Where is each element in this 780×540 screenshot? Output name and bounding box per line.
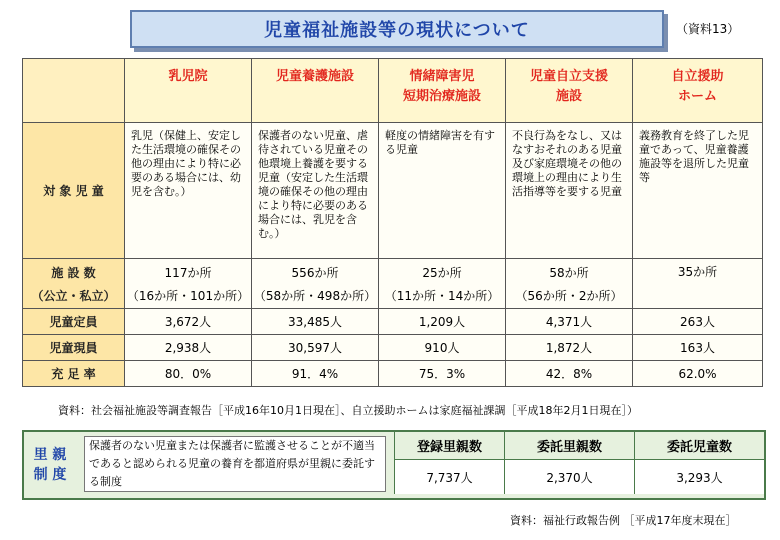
facility-table [22, 58, 763, 387]
row-label-count [23, 259, 125, 309]
count-value: 58か所 [549, 265, 589, 280]
current-value: 163人 [633, 335, 763, 361]
count-breakdown: （16か所・101か所） [126, 288, 250, 303]
row-label-target: 対 象 児 童 [23, 123, 125, 259]
corner-cell [23, 59, 125, 123]
count-sub-label: （公立・私立） [31, 288, 116, 303]
target-desc: 義務教育を終了した児童であって、児童養護施設等を退所した児童等 [633, 123, 763, 259]
header-independence-home: 自立援助 ホーム [633, 59, 763, 123]
header-independence-facility: 児童自立支援 施設 [506, 59, 633, 123]
count-value: 556か所 [291, 265, 339, 280]
capacity-value: 263人 [633, 309, 763, 335]
foster-header-children: 委託児童数 [634, 432, 764, 460]
foster-label-line2: 制 度 [33, 467, 67, 483]
foster-description: 保護者のない児童または保護者に監護させることが不適当であると認められる児童の養育を都道府県が里親に委託する制度 [84, 436, 386, 492]
reference-label: （資料13） [676, 22, 740, 36]
count-cell [125, 259, 252, 309]
rate-value: 80．0% [125, 361, 252, 387]
foster-header-entrusted: 委託里親数 [504, 432, 634, 460]
target-desc: 乳児（保健上、安定した生活環境の確保その他の理由により特に必要のある場合には、幼児を含む。） [125, 123, 252, 259]
capacity-value: 1,209人 [379, 309, 506, 335]
header-infant-home: 乳児院 [125, 59, 252, 123]
current-value: 2,938人 [125, 335, 252, 361]
capacity-value: 33,485人 [252, 309, 379, 335]
rate-value: 91．4% [252, 361, 379, 387]
count-cell [633, 259, 763, 309]
capacity-value: 4,371人 [506, 309, 633, 335]
current-value: 1,872人 [506, 335, 633, 361]
foster-system-panel [22, 430, 766, 500]
page-title: 児童福祉施設等の現状について [130, 10, 664, 48]
foster-label [24, 432, 76, 498]
count-breakdown: （11か所・14か所） [384, 288, 500, 303]
count-breakdown: （56か所・2か所） [515, 288, 623, 303]
target-desc: 不良行為をなし、又はなすおそれのある児童及び家庭環境その他の環境上の理由により生活指導等を要する児童 [506, 123, 633, 259]
source-note-foster: 資料：福祉行政報告例 ［平成17年度末現在］ [510, 514, 737, 527]
count-value: 35か所 [677, 265, 718, 279]
count-value: 25か所 [422, 265, 462, 280]
foster-value-children: 3,293人 [634, 460, 764, 494]
count-cell [252, 259, 379, 309]
foster-stats [394, 432, 764, 498]
target-desc: 保護者のない児童、虐待されている児童その他環境上養護を要する児童（安定した生活環境の確保その他の理由により特に必要のある場合には、乳児を含む。） [252, 123, 379, 259]
row-label-current: 児童現員 [23, 335, 125, 361]
foster-label-line1: 里 親 [33, 447, 67, 463]
foster-value-registered: 7,737人 [394, 460, 504, 494]
count-cell [379, 259, 506, 309]
target-desc: 軽度の情緒障害を有する児童 [379, 123, 506, 259]
header-childrens-home: 児童養護施設 [252, 59, 379, 123]
count-label: 施 設 数 [51, 265, 96, 280]
count-cell [506, 259, 633, 309]
foster-value-entrusted: 2,370人 [504, 460, 634, 494]
rate-value: 62.0% [633, 361, 763, 387]
row-label-capacity: 児童定員 [23, 309, 125, 335]
header-emotional-facility: 情緒障害児 短期治療施設 [379, 59, 506, 123]
rate-value: 75．3% [379, 361, 506, 387]
count-breakdown: （58か所・498か所） [253, 288, 377, 303]
current-value: 30,597人 [252, 335, 379, 361]
rate-value: 42．8% [506, 361, 633, 387]
count-value: 117か所 [164, 265, 212, 280]
current-value: 910人 [379, 335, 506, 361]
row-label-rate: 充 足 率 [23, 361, 125, 387]
foster-header-registered: 登録里親数 [394, 432, 504, 460]
source-note: 資料：社会福祉施設等調査報告［平成16年10月1日現在］、自立援助ホームは家庭福祉課調［平成18年2月1日現在］） [58, 404, 638, 417]
capacity-value: 3,672人 [125, 309, 252, 335]
